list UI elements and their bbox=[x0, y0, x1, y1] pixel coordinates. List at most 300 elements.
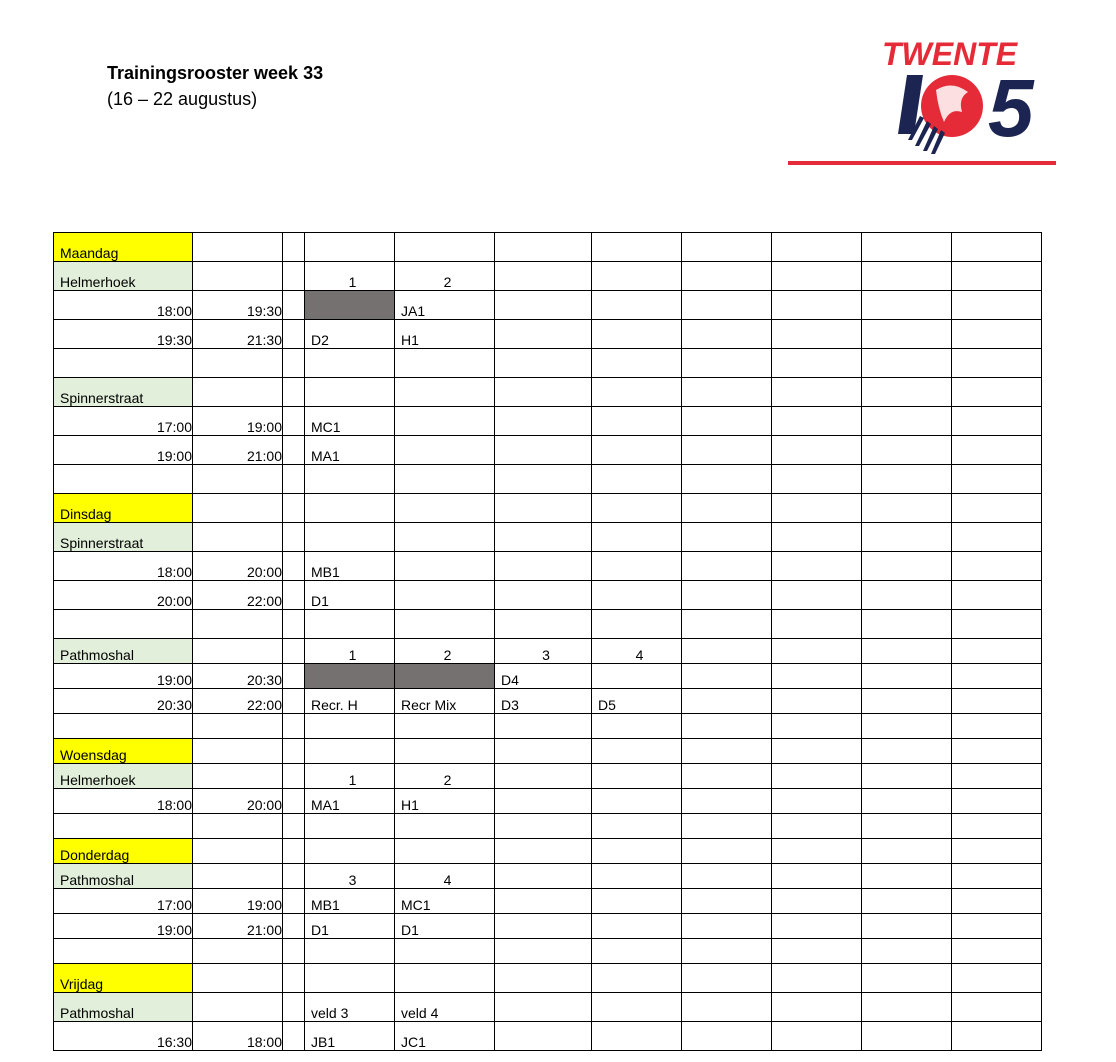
table-cell bbox=[193, 233, 283, 262]
table-cell bbox=[283, 789, 305, 814]
team-cell: veld 3 bbox=[305, 993, 395, 1022]
end-time: 20:00 bbox=[193, 552, 283, 581]
table-cell bbox=[495, 581, 592, 610]
table-cell bbox=[283, 523, 305, 552]
table-cell bbox=[283, 639, 305, 664]
table-cell bbox=[495, 320, 592, 349]
table-cell bbox=[592, 914, 682, 939]
table-cell bbox=[952, 664, 1042, 689]
table-cell bbox=[305, 523, 395, 552]
table-cell bbox=[952, 320, 1042, 349]
table-cell bbox=[592, 523, 682, 552]
logo-text-bottom: 5 bbox=[988, 63, 1034, 154]
field-number: 3 bbox=[305, 864, 395, 889]
table-cell bbox=[54, 610, 193, 639]
start-time: 18:00 bbox=[54, 291, 193, 320]
table-cell bbox=[862, 465, 952, 494]
table-cell bbox=[495, 993, 592, 1022]
location-label: Helmerhoek bbox=[54, 764, 193, 789]
table-cell bbox=[592, 814, 682, 839]
start-time: 17:00 bbox=[54, 407, 193, 436]
table-cell bbox=[395, 814, 495, 839]
table-cell bbox=[772, 864, 862, 889]
table-cell bbox=[952, 789, 1042, 814]
team-cell: D3 bbox=[495, 689, 592, 714]
table-cell bbox=[952, 262, 1042, 291]
table-cell bbox=[682, 494, 772, 523]
table-cell bbox=[54, 349, 193, 378]
team-cell: D4 bbox=[495, 664, 592, 689]
table-cell bbox=[592, 610, 682, 639]
table-cell bbox=[862, 964, 952, 993]
table-cell bbox=[305, 839, 395, 864]
table-cell bbox=[952, 581, 1042, 610]
table-cell bbox=[682, 465, 772, 494]
logo-text-top: TWENTE bbox=[882, 38, 1018, 72]
table-cell bbox=[952, 349, 1042, 378]
table-cell bbox=[862, 789, 952, 814]
table-cell bbox=[682, 349, 772, 378]
day-label: Dinsdag bbox=[54, 494, 193, 523]
table-cell bbox=[495, 291, 592, 320]
table-cell bbox=[193, 964, 283, 993]
day-row bbox=[54, 739, 1042, 764]
table-cell bbox=[193, 839, 283, 864]
location-label: Helmerhoek bbox=[54, 262, 193, 291]
start-time: 16:30 bbox=[54, 1022, 193, 1051]
table-cell bbox=[395, 581, 495, 610]
table-cell bbox=[283, 465, 305, 494]
table-cell bbox=[682, 407, 772, 436]
table-cell bbox=[395, 494, 495, 523]
table-cell bbox=[682, 939, 772, 964]
table-cell bbox=[305, 939, 395, 964]
title-block bbox=[107, 60, 323, 112]
table-cell bbox=[283, 764, 305, 789]
table-cell bbox=[283, 494, 305, 523]
table-cell bbox=[682, 714, 772, 739]
table-cell bbox=[952, 939, 1042, 964]
time-slot-row bbox=[54, 291, 1042, 320]
table-cell bbox=[592, 436, 682, 465]
table-cell bbox=[283, 407, 305, 436]
team-cell: JB1 bbox=[305, 1022, 395, 1051]
table-cell bbox=[862, 739, 952, 764]
table-cell bbox=[862, 664, 952, 689]
day-label: Woensdag bbox=[54, 739, 193, 764]
table-cell bbox=[772, 436, 862, 465]
table-cell bbox=[952, 552, 1042, 581]
table-cell bbox=[682, 764, 772, 789]
table-cell bbox=[395, 436, 495, 465]
table-cell bbox=[495, 864, 592, 889]
table-cell bbox=[682, 839, 772, 864]
time-slot-row bbox=[54, 914, 1042, 939]
table-cell bbox=[952, 407, 1042, 436]
table-cell bbox=[952, 291, 1042, 320]
location-label: Pathmoshal bbox=[54, 864, 193, 889]
location-row bbox=[54, 764, 1042, 789]
table-cell bbox=[952, 993, 1042, 1022]
table-cell bbox=[952, 1022, 1042, 1051]
end-time: 19:00 bbox=[193, 407, 283, 436]
table-cell bbox=[495, 914, 592, 939]
team-cell: D1 bbox=[305, 581, 395, 610]
table-cell bbox=[495, 610, 592, 639]
spacer-row bbox=[54, 814, 1042, 839]
team-cell: JC1 bbox=[395, 1022, 495, 1051]
team-cell: Recr Mix bbox=[395, 689, 495, 714]
table-cell bbox=[283, 739, 305, 764]
table-cell bbox=[772, 889, 862, 914]
table-cell bbox=[682, 639, 772, 664]
table-cell bbox=[682, 664, 772, 689]
day-row bbox=[54, 839, 1042, 864]
table-cell bbox=[592, 993, 682, 1022]
table-cell bbox=[772, 552, 862, 581]
table-cell bbox=[495, 262, 592, 291]
end-time: 22:00 bbox=[193, 581, 283, 610]
time-slot-row bbox=[54, 320, 1042, 349]
team-cell: D1 bbox=[305, 914, 395, 939]
team-cell: JA1 bbox=[395, 291, 495, 320]
end-time: 19:30 bbox=[193, 291, 283, 320]
table-cell bbox=[395, 552, 495, 581]
table-cell bbox=[592, 764, 682, 789]
day-row bbox=[54, 233, 1042, 262]
time-slot-row bbox=[54, 581, 1042, 610]
table-cell bbox=[305, 739, 395, 764]
table-cell bbox=[283, 233, 305, 262]
team-cell: D2 bbox=[305, 320, 395, 349]
table-cell bbox=[193, 610, 283, 639]
table-cell bbox=[952, 233, 1042, 262]
field-number: 3 bbox=[495, 639, 592, 664]
table-cell bbox=[395, 465, 495, 494]
table-cell bbox=[772, 233, 862, 262]
table-cell bbox=[592, 864, 682, 889]
table-cell bbox=[395, 964, 495, 993]
table-cell bbox=[772, 291, 862, 320]
time-slot-row bbox=[54, 407, 1042, 436]
table-cell bbox=[54, 465, 193, 494]
time-slot-row bbox=[54, 1022, 1042, 1051]
team-cell: veld 4 bbox=[395, 993, 495, 1022]
table-cell bbox=[862, 349, 952, 378]
table-cell bbox=[682, 291, 772, 320]
table-cell bbox=[862, 639, 952, 664]
table-cell bbox=[495, 889, 592, 914]
table-cell bbox=[952, 864, 1042, 889]
time-slot-row bbox=[54, 436, 1042, 465]
end-time: 20:30 bbox=[193, 664, 283, 689]
end-time: 18:00 bbox=[193, 1022, 283, 1051]
table-cell bbox=[495, 714, 592, 739]
table-cell bbox=[682, 914, 772, 939]
table-cell bbox=[862, 523, 952, 552]
table-cell bbox=[862, 689, 952, 714]
page-title: Trainingsrooster week 33 bbox=[107, 63, 324, 83]
table-cell bbox=[862, 262, 952, 291]
table-cell bbox=[682, 689, 772, 714]
table-cell bbox=[772, 964, 862, 993]
start-time: 20:00 bbox=[54, 581, 193, 610]
table-cell bbox=[283, 378, 305, 407]
twente-05-logo bbox=[786, 38, 1058, 168]
table-cell bbox=[283, 914, 305, 939]
table-cell bbox=[495, 1022, 592, 1051]
table-cell bbox=[772, 689, 862, 714]
table-cell bbox=[395, 233, 495, 262]
field-number: 4 bbox=[395, 864, 495, 889]
table-cell bbox=[495, 839, 592, 864]
table-cell bbox=[283, 552, 305, 581]
table-cell bbox=[682, 739, 772, 764]
time-slot-row bbox=[54, 664, 1042, 689]
table-cell bbox=[682, 581, 772, 610]
table-cell bbox=[592, 465, 682, 494]
table-cell bbox=[772, 939, 862, 964]
table-cell bbox=[772, 349, 862, 378]
occupied-cell bbox=[305, 291, 395, 320]
table-cell bbox=[54, 814, 193, 839]
day-row bbox=[54, 964, 1042, 993]
table-cell bbox=[952, 814, 1042, 839]
start-time: 18:00 bbox=[54, 552, 193, 581]
table-cell bbox=[682, 233, 772, 262]
table-cell bbox=[193, 739, 283, 764]
table-cell bbox=[592, 233, 682, 262]
table-cell bbox=[283, 689, 305, 714]
location-label: Pathmoshal bbox=[54, 993, 193, 1022]
table-cell bbox=[495, 764, 592, 789]
table-cell bbox=[862, 581, 952, 610]
table-cell bbox=[193, 465, 283, 494]
table-cell bbox=[772, 764, 862, 789]
end-time: 21:00 bbox=[193, 914, 283, 939]
start-time: 20:30 bbox=[54, 689, 193, 714]
table-cell bbox=[592, 378, 682, 407]
table-cell bbox=[862, 233, 952, 262]
day-label: Maandag bbox=[54, 233, 193, 262]
table-cell bbox=[283, 262, 305, 291]
end-time: 21:30 bbox=[193, 320, 283, 349]
start-time: 19:00 bbox=[54, 664, 193, 689]
table-cell bbox=[305, 714, 395, 739]
occupied-cell bbox=[395, 664, 495, 689]
time-slot-row bbox=[54, 552, 1042, 581]
occupied-cell bbox=[305, 664, 395, 689]
table-cell bbox=[193, 494, 283, 523]
schedule-body bbox=[54, 233, 1042, 1051]
day-row bbox=[54, 494, 1042, 523]
location-row bbox=[54, 864, 1042, 889]
table-cell bbox=[682, 814, 772, 839]
table-cell bbox=[772, 320, 862, 349]
table-cell bbox=[495, 494, 592, 523]
table-cell bbox=[395, 610, 495, 639]
table-cell bbox=[283, 610, 305, 639]
table-cell bbox=[862, 291, 952, 320]
table-cell bbox=[283, 889, 305, 914]
table-cell bbox=[682, 610, 772, 639]
table-cell bbox=[395, 407, 495, 436]
table-cell bbox=[952, 523, 1042, 552]
table-cell bbox=[305, 465, 395, 494]
table-cell bbox=[193, 864, 283, 889]
start-time: 18:00 bbox=[54, 789, 193, 814]
table-cell bbox=[772, 993, 862, 1022]
table-cell bbox=[772, 914, 862, 939]
table-cell bbox=[772, 378, 862, 407]
table-cell bbox=[592, 407, 682, 436]
table-cell bbox=[592, 494, 682, 523]
table-cell bbox=[395, 523, 495, 552]
location-label: Spinnerstraat bbox=[54, 523, 193, 552]
location-label: Spinnerstraat bbox=[54, 378, 193, 407]
table-cell bbox=[772, 610, 862, 639]
field-number: 2 bbox=[395, 639, 495, 664]
table-cell bbox=[772, 639, 862, 664]
field-number: 1 bbox=[305, 764, 395, 789]
table-cell bbox=[495, 739, 592, 764]
table-cell bbox=[952, 436, 1042, 465]
team-cell: D5 bbox=[592, 689, 682, 714]
table-cell bbox=[592, 1022, 682, 1051]
start-time: 19:30 bbox=[54, 320, 193, 349]
table-cell bbox=[952, 914, 1042, 939]
table-cell bbox=[592, 889, 682, 914]
table-cell bbox=[952, 639, 1042, 664]
table-cell bbox=[862, 914, 952, 939]
training-schedule-table bbox=[53, 232, 1042, 1051]
table-cell bbox=[54, 939, 193, 964]
table-cell bbox=[193, 639, 283, 664]
team-cell: H1 bbox=[395, 320, 495, 349]
time-slot-row bbox=[54, 889, 1042, 914]
table-cell bbox=[495, 964, 592, 993]
table-cell bbox=[283, 993, 305, 1022]
table-cell bbox=[305, 610, 395, 639]
table-cell bbox=[283, 1022, 305, 1051]
table-cell bbox=[772, 739, 862, 764]
start-time: 19:00 bbox=[54, 914, 193, 939]
table-cell bbox=[395, 939, 495, 964]
table-cell bbox=[283, 320, 305, 349]
table-cell bbox=[682, 320, 772, 349]
table-cell bbox=[495, 349, 592, 378]
table-cell bbox=[283, 939, 305, 964]
field-number: 1 bbox=[305, 262, 395, 291]
table-cell bbox=[682, 436, 772, 465]
table-cell bbox=[283, 291, 305, 320]
table-cell bbox=[952, 714, 1042, 739]
location-row bbox=[54, 993, 1042, 1022]
end-time: 19:00 bbox=[193, 889, 283, 914]
table-cell bbox=[193, 764, 283, 789]
table-cell bbox=[862, 494, 952, 523]
table-cell bbox=[682, 262, 772, 291]
table-cell bbox=[395, 378, 495, 407]
table-cell bbox=[193, 814, 283, 839]
table-cell bbox=[495, 378, 592, 407]
table-cell bbox=[193, 993, 283, 1022]
table-cell bbox=[193, 378, 283, 407]
table-cell bbox=[193, 349, 283, 378]
location-row bbox=[54, 639, 1042, 664]
table-cell bbox=[592, 664, 682, 689]
location-label: Pathmoshal bbox=[54, 639, 193, 664]
table-cell bbox=[395, 739, 495, 764]
location-row bbox=[54, 262, 1042, 291]
table-cell bbox=[283, 814, 305, 839]
table-cell bbox=[495, 233, 592, 262]
table-cell bbox=[592, 839, 682, 864]
table-cell bbox=[682, 552, 772, 581]
table-cell bbox=[952, 889, 1042, 914]
table-cell bbox=[193, 523, 283, 552]
page-subtitle: (16 – 22 augustus) bbox=[107, 89, 258, 109]
table-cell bbox=[193, 714, 283, 739]
spacer-row bbox=[54, 939, 1042, 964]
table-cell bbox=[193, 262, 283, 291]
table-cell bbox=[283, 964, 305, 993]
table-cell bbox=[952, 610, 1042, 639]
table-cell bbox=[772, 1022, 862, 1051]
location-row bbox=[54, 523, 1042, 552]
twente-05-logo-graphic bbox=[786, 38, 1058, 168]
table-cell bbox=[682, 1022, 772, 1051]
table-cell bbox=[952, 964, 1042, 993]
table-cell bbox=[772, 814, 862, 839]
team-cell: MA1 bbox=[305, 789, 395, 814]
team-cell: MB1 bbox=[305, 889, 395, 914]
table-cell bbox=[592, 552, 682, 581]
table-cell bbox=[305, 233, 395, 262]
field-number: 1 bbox=[305, 639, 395, 664]
table-cell bbox=[862, 320, 952, 349]
spacer-row bbox=[54, 610, 1042, 639]
table-cell bbox=[592, 714, 682, 739]
table-cell bbox=[495, 814, 592, 839]
spacer-row bbox=[54, 465, 1042, 494]
table-cell bbox=[862, 552, 952, 581]
table-cell bbox=[592, 581, 682, 610]
table-cell bbox=[592, 262, 682, 291]
team-cell: MA1 bbox=[305, 436, 395, 465]
table-cell bbox=[592, 291, 682, 320]
table-cell bbox=[952, 839, 1042, 864]
table-cell bbox=[952, 764, 1042, 789]
table-cell bbox=[495, 465, 592, 494]
end-time: 21:00 bbox=[193, 436, 283, 465]
table-cell bbox=[862, 839, 952, 864]
table-cell bbox=[283, 436, 305, 465]
table-cell bbox=[772, 839, 862, 864]
table-cell bbox=[862, 1022, 952, 1051]
team-cell: MC1 bbox=[395, 889, 495, 914]
table-cell bbox=[682, 964, 772, 993]
field-number: 4 bbox=[592, 639, 682, 664]
table-cell bbox=[952, 465, 1042, 494]
table-cell bbox=[862, 939, 952, 964]
table-cell bbox=[862, 864, 952, 889]
spacer-row bbox=[54, 714, 1042, 739]
table-cell bbox=[682, 378, 772, 407]
table-cell bbox=[592, 789, 682, 814]
table-cell bbox=[772, 789, 862, 814]
table-cell bbox=[862, 764, 952, 789]
